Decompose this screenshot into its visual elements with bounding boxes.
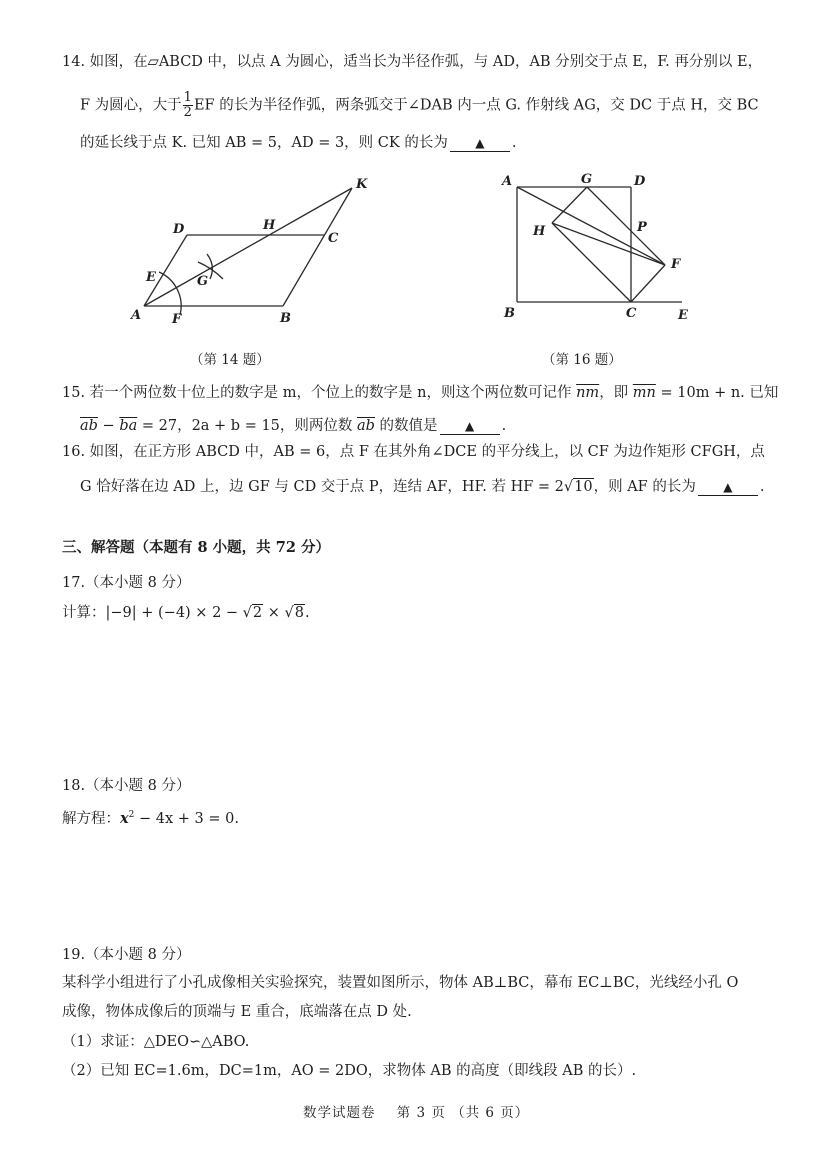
q15-line2 <box>80 417 506 435</box>
figure-16-square <box>490 165 710 345</box>
q14-line3-text: 的延长线于点 K. 已知 AB = 5，AD = 3，则 CK 的长为 <box>80 135 448 151</box>
label-f: F <box>172 312 182 327</box>
radicand: 8 <box>294 605 305 621</box>
sqrt-2: √2 <box>242 605 263 621</box>
q17-header: 17.（本小题 8 分） <box>62 575 191 591</box>
segment-hf <box>552 223 665 265</box>
q19-part2: （2）已知 EC=1.6m，DC=1m，AO = 2DO，求物体 AB 的高度（即线段 AB 的长）. <box>62 1063 637 1079</box>
q19-part1: （1）求证：△DEO∽△ABO. <box>62 1034 250 1050</box>
page-footer <box>303 1101 529 1121</box>
q18-header: 18.（本小题 8 分） <box>62 778 191 794</box>
label-b: B <box>280 311 291 326</box>
q15-answer-blank: ▲ <box>440 419 500 435</box>
q14-line2 <box>80 91 759 120</box>
overline-number-1: $\overline{nm}$ <box>576 385 600 401</box>
q18-prefix: 解方程： <box>62 810 120 827</box>
q14-answer-blank: ▲ <box>450 136 510 152</box>
q17-body <box>62 604 310 622</box>
fraction-denominator: 2 <box>183 105 192 120</box>
q14-line3 <box>80 134 516 152</box>
q17-prefix: 计算： <box>62 605 106 621</box>
segment-hc <box>552 223 631 302</box>
q16-line2 <box>80 478 764 496</box>
label-d: D <box>634 174 646 189</box>
q15-line2-end: . <box>501 418 507 434</box>
footer-page-number: 第 3 页 （共 6 页） <box>396 1105 530 1121</box>
q19-line1: 某科学小组进行了小孔成像相关实验探究，装置如图所示，物体 AB⊥BC，幕布 EC⊥BC，光线经小孔 O <box>62 975 739 991</box>
label-g: G <box>581 172 593 187</box>
sqrt-10: √10 <box>563 479 593 495</box>
radicand: 2 <box>252 605 263 621</box>
arc-ef <box>159 272 181 315</box>
label-h: H <box>263 218 276 233</box>
section-heading: 三、解答题（本题有 8 小题，共 72 分） <box>62 539 330 556</box>
segment-bk <box>283 188 352 306</box>
q16-line2-end: . <box>759 479 765 495</box>
footer-title: 数学试题卷 <box>303 1105 376 1121</box>
q17-end: . <box>305 605 310 621</box>
label-e: E <box>678 308 688 323</box>
radicand: 10 <box>574 479 593 495</box>
figure-14-parallelogram <box>120 165 380 345</box>
label-c: C <box>626 306 637 321</box>
q14-line1: 14. 如图，在▱ABCD 中，以点 A 为圆心，适当长为半径作弧，与 AD，AB 分别交于点 E，F. 再分别以 E， <box>62 54 763 70</box>
label-h: H <box>533 224 546 239</box>
q15-line1 <box>62 384 778 402</box>
q14-line2-post: EF 的长为半径作弧，两条弧交于∠DAB 内一点 G. 作射线 AG，交 DC 于点 H，交 BC <box>193 97 759 114</box>
q15-line1-mid: ，即 <box>599 385 633 401</box>
exponent: 2 <box>128 810 135 820</box>
q18-body <box>62 806 239 828</box>
q14-line3-end: . <box>511 135 517 151</box>
label-b: B <box>504 306 515 321</box>
overline-number-3: $\overline{ab}$ <box>80 418 98 434</box>
q15-line2-mid1: − <box>97 418 120 434</box>
overline-number-4: $\overline{ba}$ <box>119 418 138 434</box>
q14-line2-pre: F 为圆心，大于 <box>80 97 182 114</box>
q15-line1-post: = 10m + n. 已知 <box>655 385 779 401</box>
q19-header: 19.（本小题 8 分） <box>62 947 191 963</box>
label-p: P <box>637 220 647 235</box>
label-a: A <box>502 174 513 189</box>
label-f: F <box>671 257 681 272</box>
q16-line2-post: ，则 AF 的长为 <box>593 479 696 495</box>
segment-gh <box>552 187 587 223</box>
label-k: K <box>356 177 368 192</box>
label-c: C <box>328 231 339 246</box>
q15-line2-post: 的数值是 <box>374 418 438 434</box>
segment-cf <box>631 265 665 302</box>
sqrt-8: √8 <box>284 605 305 621</box>
q16-answer-blank: ▲ <box>698 480 758 496</box>
q15-line1-pre: 15. 若一个两位数十位上的数字是 m，个位上的数字是 n，则这个两位数可记作 <box>62 385 577 401</box>
overline-number-2: $\overline{mn}$ <box>632 385 656 401</box>
label-e: E <box>146 270 156 285</box>
figure-14-caption: （第 14 题） <box>190 352 270 368</box>
half-fraction <box>183 91 193 120</box>
figure-16-caption: （第 16 题） <box>542 352 622 368</box>
segment-fg <box>587 187 665 265</box>
q16-line1: 16. 如图，在正方形 ABCD 中，AB = 6，点 F 在其外角∠DCE 的平分线上，以 CF 为边作矩形 CFGH，点 <box>62 444 765 460</box>
variable-x: x <box>120 809 129 827</box>
label-d: D <box>173 222 185 237</box>
label-a: A <box>131 308 142 323</box>
label-g: G <box>197 274 209 289</box>
q17-expr: |−9| + (−4) × 2 − <box>105 605 243 621</box>
times-sign: × <box>263 605 285 621</box>
ray-ak <box>144 188 352 306</box>
q19-line2: 成像，物体成像后的顶端与 E 重合，底端落在点 D 处. <box>62 1004 412 1020</box>
overline-number-5: $\overline{ab}$ <box>357 418 375 434</box>
q15-line2-mid2: = 27，2a + b = 15，则两位数 <box>137 418 358 434</box>
fraction-numerator: 1 <box>183 90 192 105</box>
q16-line2-pre: G 恰好落在边 AD 上，边 GF 与 CD 交于点 P，连结 AF，HF. 若 HF = 2 <box>80 479 564 495</box>
q18-equation-rest: − 4x + 3 = 0. <box>134 810 239 827</box>
